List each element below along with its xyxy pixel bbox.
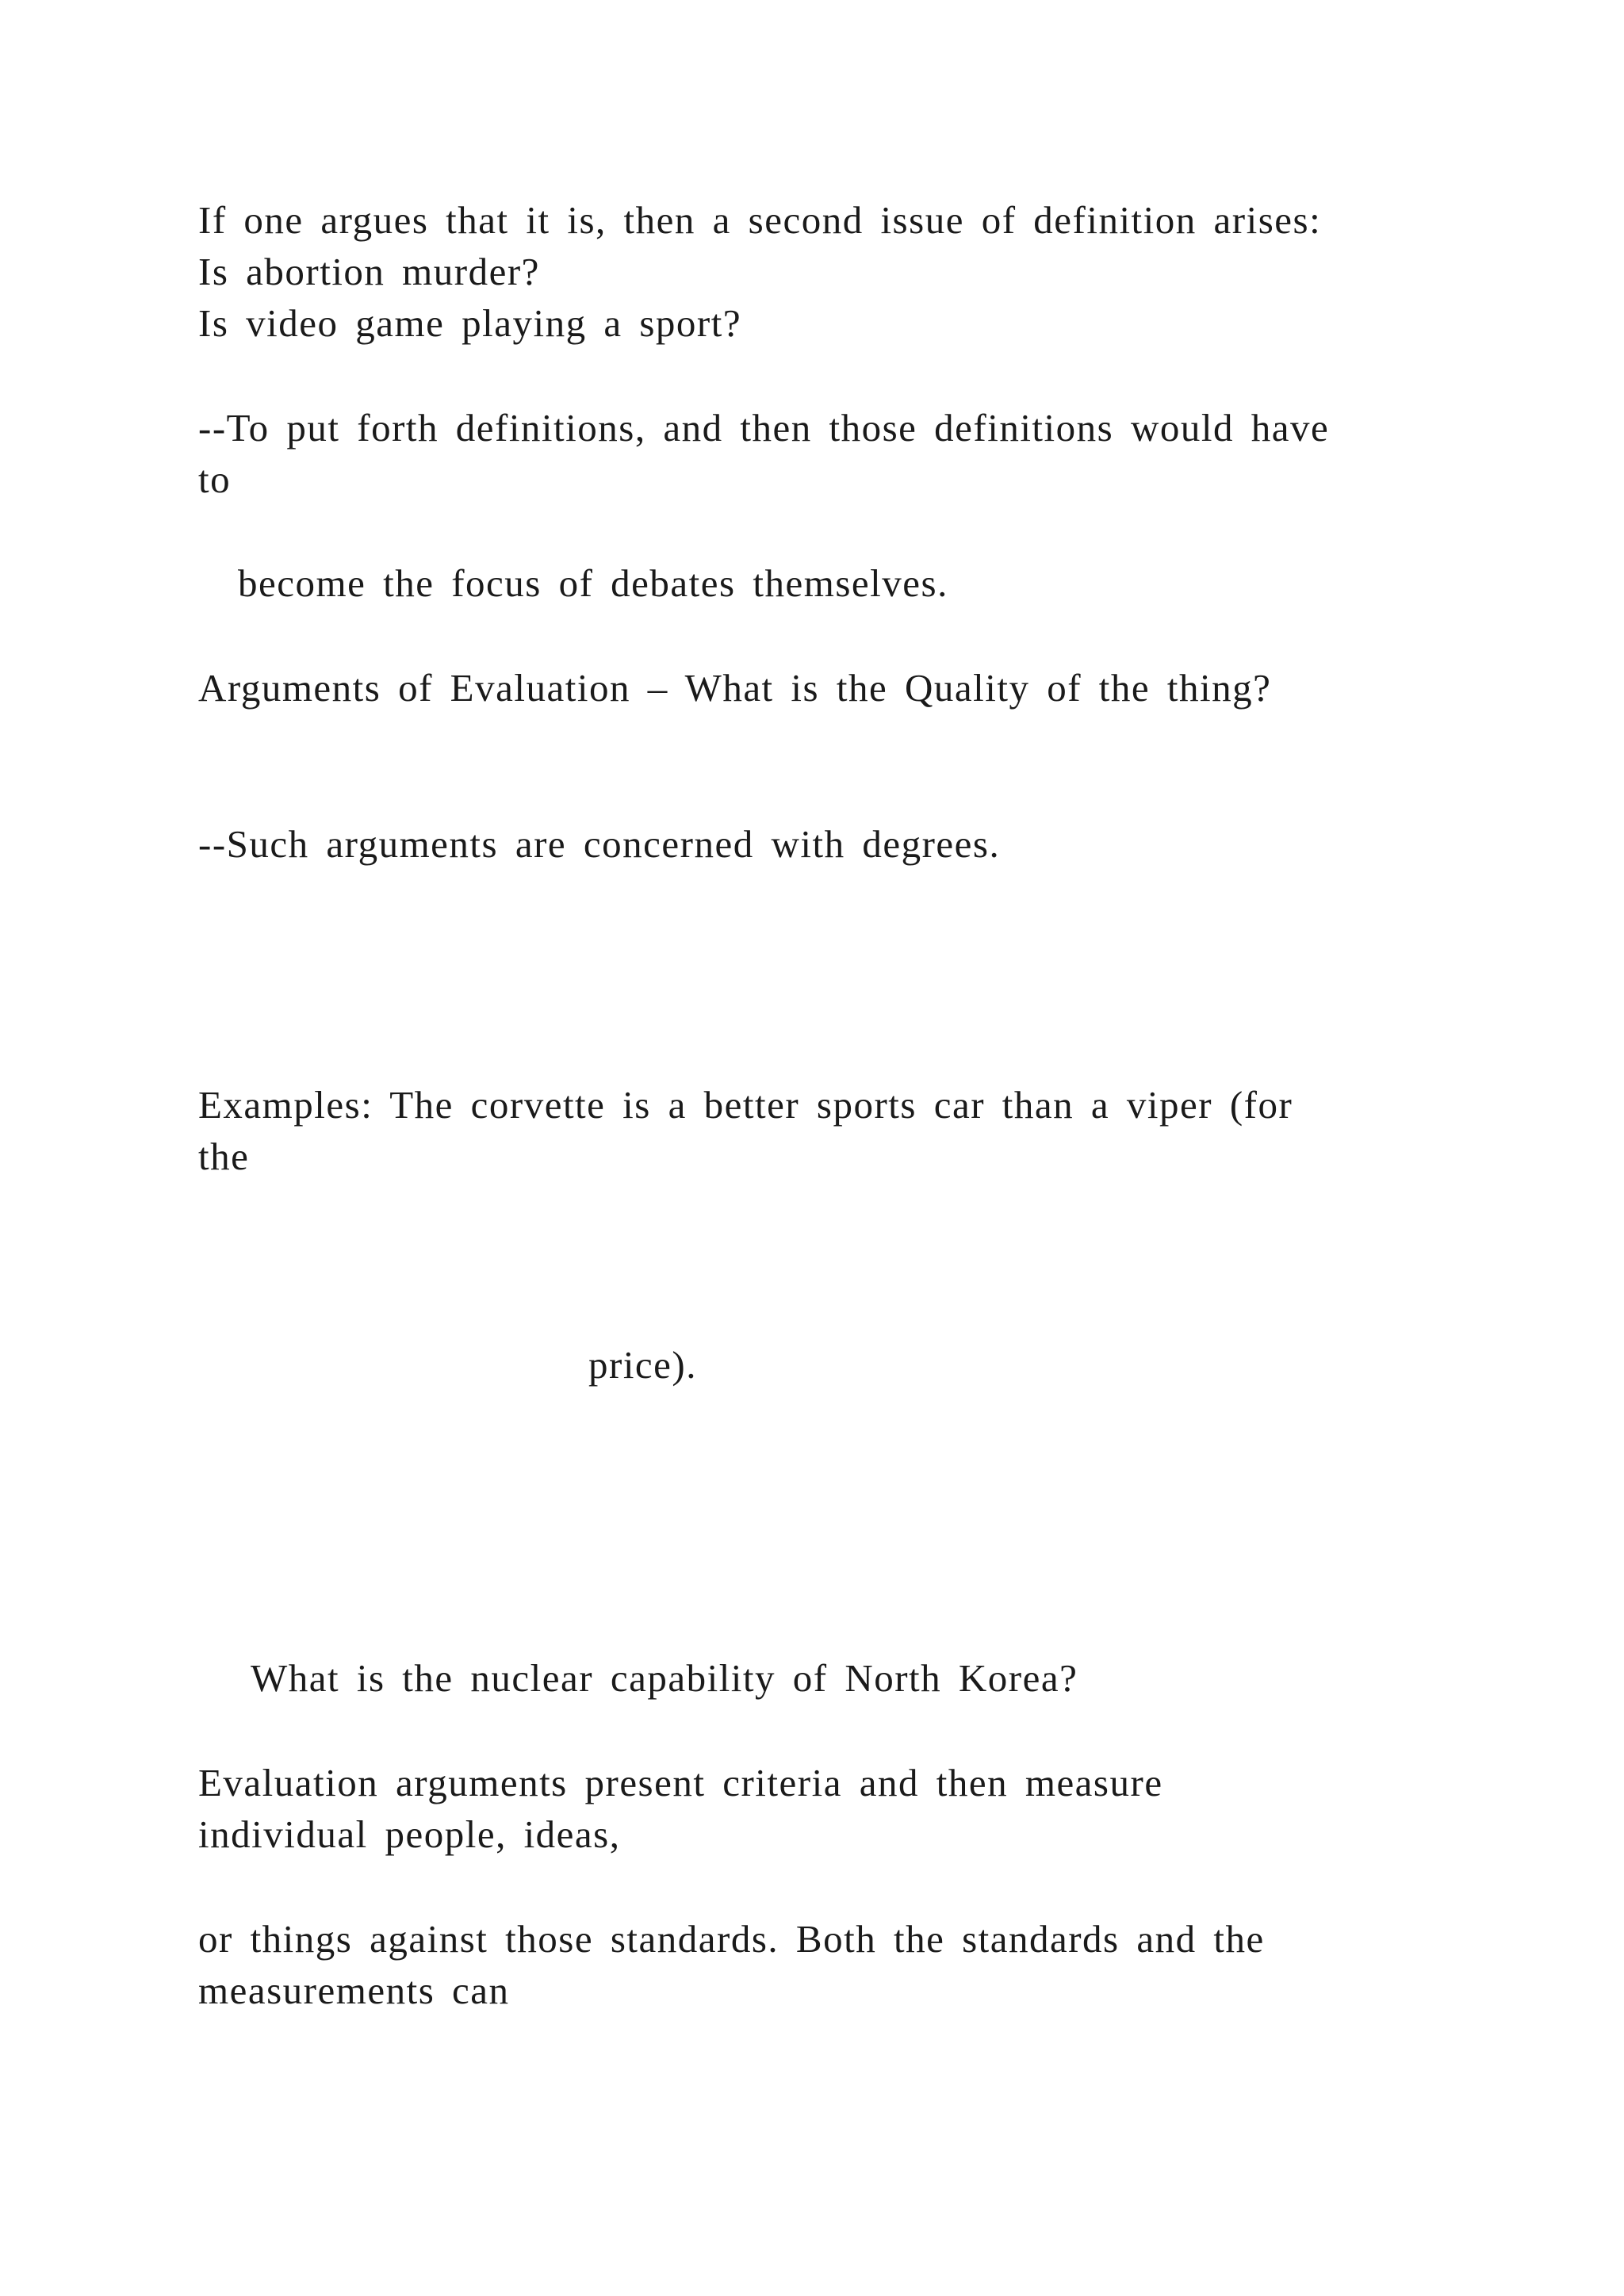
text-line: become the focus of debates themselves. bbox=[238, 561, 948, 605]
text-line: Is abortion murder? bbox=[198, 250, 540, 293]
text-line: price). bbox=[588, 1343, 697, 1387]
section-heading: Arguments of Evaluation – What is the Quality of the thing? bbox=[198, 666, 1272, 710]
text-line: --To put forth definitions, and then those definitions would have bbox=[198, 406, 1330, 450]
text-line: Examples: The corvette is a better sports car than a viper (for bbox=[198, 1083, 1293, 1127]
text-line: to bbox=[198, 457, 232, 501]
text-line: individual people, ideas, bbox=[198, 1812, 621, 1856]
text-line: --Such arguments are concerned with degrees. bbox=[198, 822, 1001, 866]
text-line: What is the nuclear capability of North Korea? bbox=[251, 1656, 1078, 1700]
text-line: Evaluation arguments present criteria and then measure bbox=[198, 1761, 1163, 1804]
text-line: If one argues that it is, then a second issue of definition arises: bbox=[198, 198, 1322, 242]
text-line: Is video game playing a sport? bbox=[198, 301, 742, 345]
text-line: or things against those standards. Both the standards and the bbox=[198, 1917, 1265, 1961]
text-line: the bbox=[198, 1135, 250, 1178]
text-line: measurements can bbox=[198, 1969, 510, 2012]
